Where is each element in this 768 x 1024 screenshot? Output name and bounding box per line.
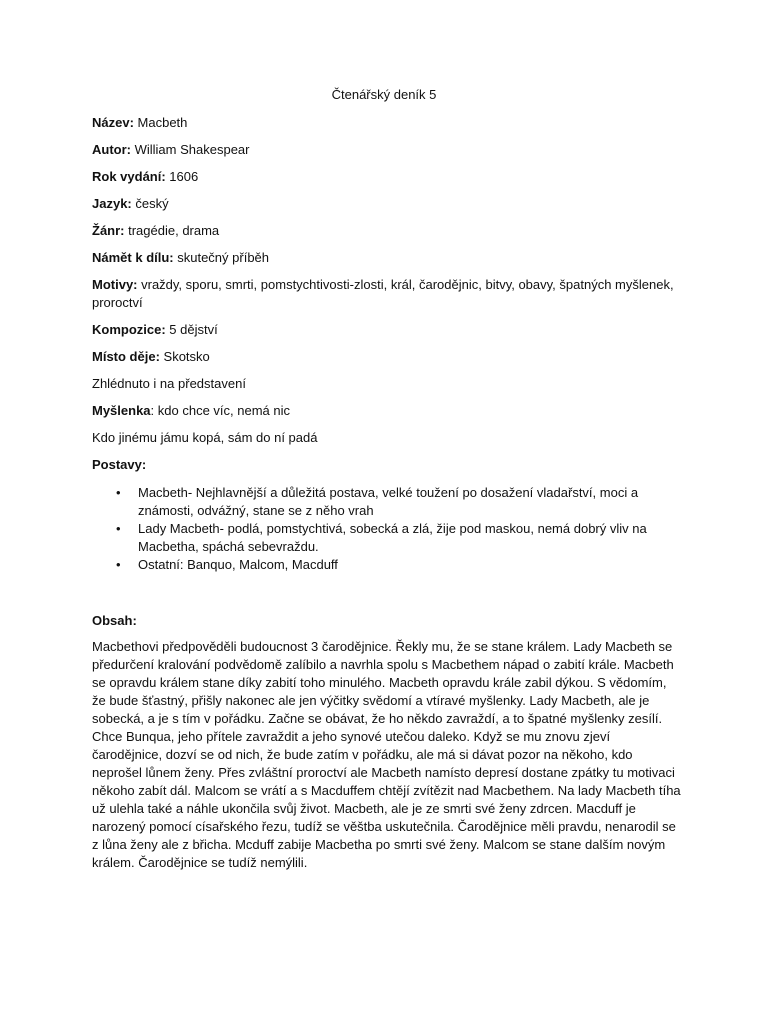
field-setting (92, 348, 692, 366)
field-label: Motivy: (92, 277, 138, 292)
field-author (92, 141, 692, 159)
field-title (92, 114, 692, 132)
field-label: Kompozice: (92, 322, 166, 337)
characters-list (92, 484, 683, 574)
bullet-icon: • (116, 485, 121, 500)
field-label: Myšlenka (92, 403, 151, 418)
note-watched: Zhlédnuto i na představení (92, 376, 246, 391)
field-value: tragédie, drama (124, 223, 220, 238)
field-label: Autor: (92, 142, 131, 157)
field-genre (92, 222, 692, 240)
content-heading: Obsah: (92, 613, 137, 628)
bullet-icon: • (116, 557, 121, 572)
field-label: Místo děje: (92, 349, 160, 364)
field-value: Skotsko (159, 349, 210, 364)
field-label: Jazyk: (92, 196, 132, 211)
bullet-icon: • (116, 521, 121, 536)
field-idea (92, 402, 692, 420)
field-value: skutečný příběh (173, 250, 270, 265)
metadata-section (92, 114, 692, 574)
list-item (116, 520, 683, 556)
field-value: český (131, 196, 169, 211)
field-label: Rok vydání: (92, 169, 166, 184)
field-composition (92, 321, 692, 339)
list-item (116, 484, 683, 520)
content-paragraph: Macbethovi předpověděli budoucnost 3 čarodějnice. Řekly mu, že se stane králem. Lady Macbeth se předurčení kralování podvědomě zalíbilo a navrhla spolu s Macbethem nápad o zabití krále. Macbeth se opravdu králem stane díky zabití toho minulého. Macbeth opravdu krále zabil dýkou. S vědomím, že bude šťastný, přišly nakonec ale jen výčitky svědomí a vtíravé myšlenky. Lady Macbeth, ale je sobecká, a je s tím v pořádku. Začne se obávat, že ho někdo zavraždí, a to špatné myšlenky zesílí. Chce Bunqua, jeho přítele zavraždit a jeho synové utečou daleko. Když se mu znovu zjeví čarodějnice, dozví se od nich, že bude zatím v pořádku, ale má si dávat pozor na někoho, kdo neprošel lůnem ženy. Přes zvláštní proroctví ale Macbeth namísto depresí dostane zpátky tu motivaci někoho zabít dál. Malcom se vrátí a s Macduffem chtějí zvítězit nad Macbethem. Na lady Macbeth tíha už ulehla také a náhle ukončila svůj život. Macbeth, ale je ze smrti své ženy zdrcen. Macduff je narozený pomocí císařského řezu, tudíž se věštba uskutečnila. Čarodějnice měli pravdu, nenarodil se z lůna ženy ale z břicha. Mcduff zabije Macbetha po smrti své ženy. Malcom se stane dalším novým králem. Čarodějnice se tudíž nemýlili. (92, 639, 681, 870)
document-title: Čtenářský deník 5 (331, 87, 437, 102)
field-motifs (92, 276, 692, 312)
field-value: 1606 (165, 169, 199, 184)
field-value: vraždy, sporu, smrti, pomstychtivosti-zlosti, král, čarodějnic, bitvy, obavy, špatných myšlenek, proroctví (92, 277, 674, 310)
proverb: Kdo jinému jámu kopá, sám do ní padá (92, 430, 318, 445)
character-text: Macbeth- Nejhlavnější a důležitá postava, velké toužení po dosažení vladařství, moci a známosti, odvážný, stane se z něho vrah (138, 485, 639, 518)
character-text: Lady Macbeth- podlá, pomstychtivá, sobecká a zlá, žije pod maskou, nemá dobrý vliv na Macbetha, spáchá sebevraždu. (138, 521, 647, 554)
field-value: William Shakespear (131, 142, 250, 157)
field-language (92, 195, 692, 213)
character-text: Ostatní: Banquo, Malcom, Macduff (138, 557, 338, 572)
field-label: Námět k dílu: (92, 250, 174, 265)
field-value: : kdo chce víc, nemá nic (150, 403, 290, 418)
list-item (116, 556, 683, 574)
characters-heading: Postavy: (92, 457, 147, 472)
field-theme (92, 249, 692, 267)
field-label: Název: (92, 115, 134, 130)
field-value: 5 dějství (165, 322, 218, 337)
field-label: Žánr: (92, 223, 125, 238)
field-value: Macbeth (133, 115, 188, 130)
field-year (92, 168, 692, 186)
